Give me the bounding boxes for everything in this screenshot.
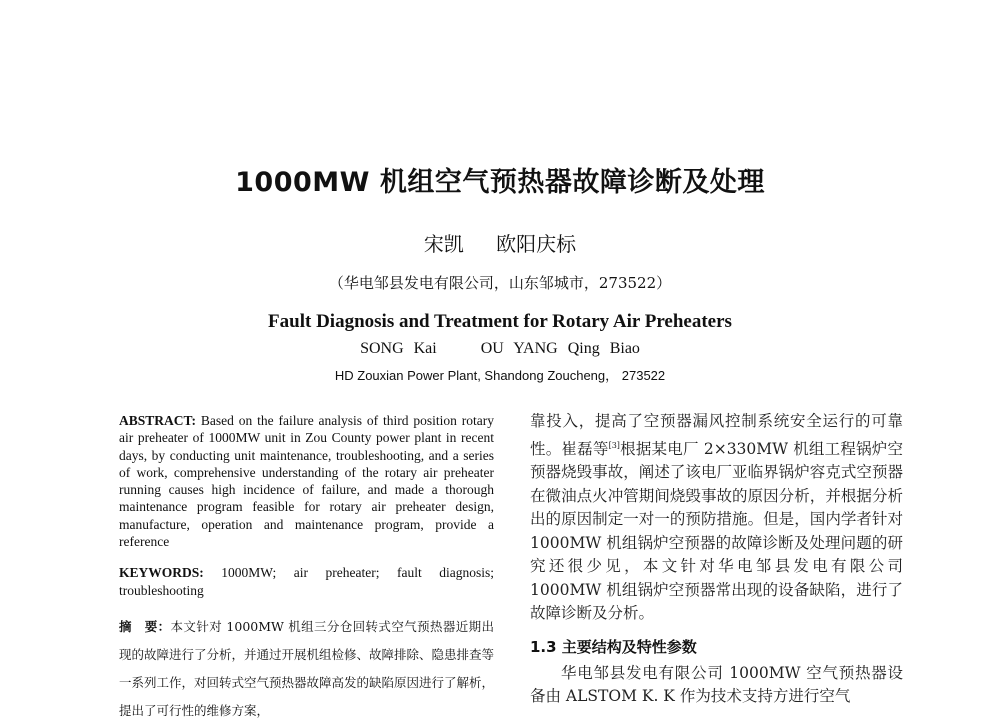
abstract-en (119, 412, 494, 550)
paper-title: 1000MW 机组空气预热器故障诊断及处理 (235, 167, 765, 198)
keywords-en (119, 564, 494, 599)
author-en-2: OU YANG Qing Biao (480, 340, 640, 357)
section-body: 华电邹县发电有限公司 1000MW 空气预热器设备由 ALSTOM K. K 作为技术支持方进行空气 (530, 663, 903, 705)
right-column (530, 410, 903, 709)
affiliation-cn: （华电邹县发电有限公司，山东邹城市，273522） (328, 274, 672, 292)
abstract-en-text: Based on the failure analysis of third position rotary air preheater of 1000MW unit in Zou County power plant in recent days, by conducting unit maintenance, troubleshooting, and a series of work, comprehensive understanding of the rotary air preheater running causes high incidence of failure, and made a thorough maintenance program feasible for rotary air preheater design, manufacture, operation and maintenance program, provide a reference (119, 413, 494, 550)
keywords-en-label: KEYWORDS: (119, 565, 204, 581)
abstract-cn-label: 摘 要： (119, 618, 171, 634)
reference-marker: [3] (608, 440, 620, 450)
abstract-cn (119, 613, 494, 725)
section-heading: 1.3 主要结构及特性参数 (530, 637, 697, 656)
left-column (119, 412, 494, 725)
authors-cn: 宋凯 欧阳庆标 (423, 232, 577, 256)
right-text-after-ref: 根据某电厂 2×330MW 机组工程锅炉空预器烧毁事故，阐述了该电厂亚临界锅炉容克式空预器在微油点火冲管期间烧毁事故的原因分析，并根据分析出的原因制定一对一的预防措施。但是，国内学者针对 1000MW 机组锅炉空预器的故障诊断及处理问题的研究还很少见，本文针对华电邹县发电有限公司 1000MW 机组锅炉空预器常出现的设备缺陷，进行了故障诊断及分析。 (530, 439, 903, 622)
abstract-cn-text: 本文针对 1000MW 机组三分仓回转式空气预热器近期出现的故障进行了分析，并通过开展机组检修、故障排除、隐患排查等一系列工作，对回转式空气预热器故障高发的缺陷原因进行了解析，提出了可行性的维修方案， (119, 618, 495, 718)
author-en-1: SONG Kai (360, 340, 437, 357)
right-column-body (530, 410, 903, 626)
affiliation-en: HD Zouxian Power Plant, Shandong Zoucheng， 273522 (334, 368, 666, 383)
authors-en (0, 340, 1000, 358)
right-text-before-ref: 靠投入，提高了空预器漏风控制系统安全运行的可靠性。崔磊等 (530, 412, 903, 458)
keywords-en-text: 1000MW; air preheater; fault diagnosis; troubleshooting (119, 565, 494, 598)
paper-title-en: Fault Diagnosis and Treatment for Rotary Air Preheaters (268, 311, 732, 332)
abstract-en-label: ABSTRACT: (119, 413, 197, 428)
